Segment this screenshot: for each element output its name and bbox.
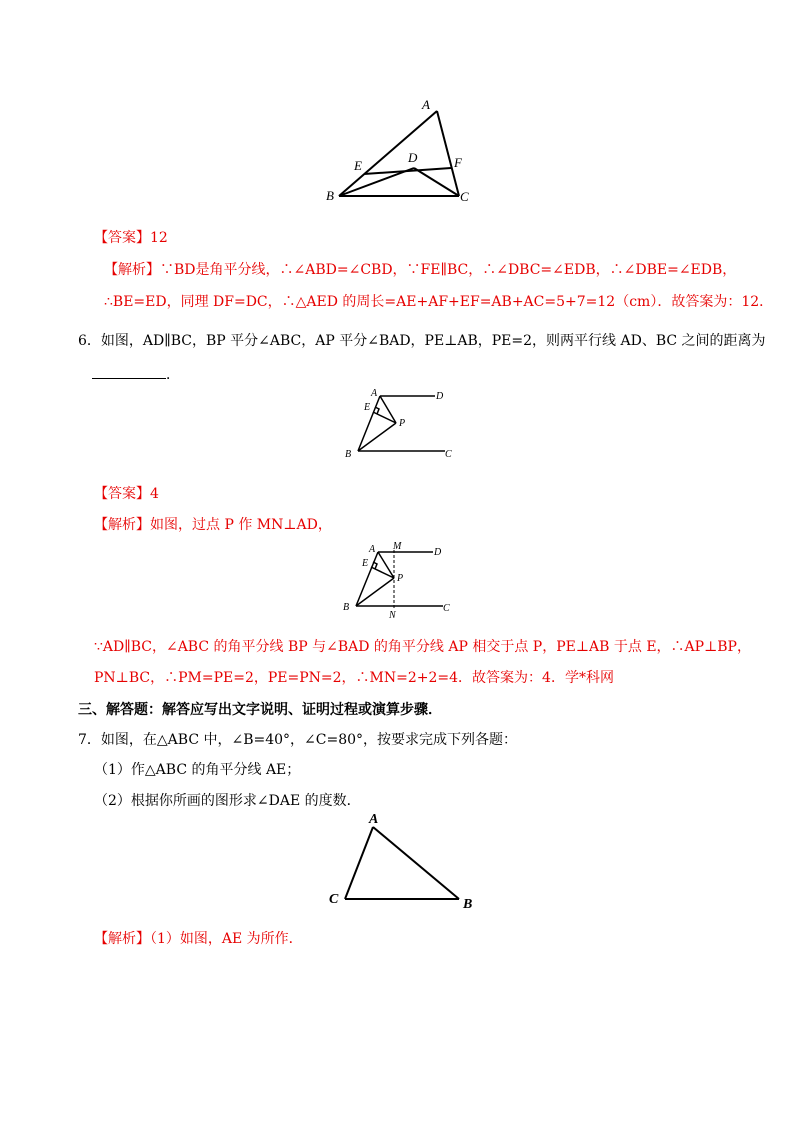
label-d: D	[434, 547, 442, 558]
label-b: B	[463, 897, 473, 912]
label-f: F	[454, 155, 462, 170]
label-b: B	[343, 602, 350, 613]
q7-part2: （2）根据你所画的图形求∠DAE 的度数．	[94, 793, 361, 809]
q7-analysis	[94, 929, 303, 949]
q6-answer	[94, 484, 159, 504]
label-a: A	[369, 544, 376, 555]
label-n: N	[389, 610, 396, 621]
label-c: C	[460, 189, 469, 204]
label-m: M	[393, 541, 402, 552]
line-end: ．	[166, 367, 180, 383]
label-e: E	[354, 158, 362, 173]
label-e: E	[362, 558, 369, 569]
label-p: P	[397, 573, 404, 584]
figure-triangle-aed	[320, 96, 480, 208]
answer-tag: 【答案】	[94, 230, 150, 246]
label-c: C	[443, 603, 450, 614]
label-b: B	[326, 188, 334, 203]
q7-part1: （1）作△ABC 的角平分线 AE；	[94, 762, 301, 778]
analysis-tag: 【解析】	[104, 262, 160, 278]
analysis-tag: 【解析】	[94, 517, 150, 533]
q6-analysis-intro	[94, 515, 332, 535]
q6-question-line1: 6．如图，AD∥BC，BP 平分∠ABC，AP 平分∠BAD，PE⊥AB，PE=2，则两平行线 AD、BC 之间的距离为	[78, 333, 766, 349]
answer-value: 4	[150, 486, 159, 502]
label-c: C	[445, 449, 452, 460]
q5-analysis-line2: ∴BE=ED，同理 DF=DC，∴△AED 的周长=AE+AF+EF=AB+AC=5+7=12（cm）．故答案为：12．	[104, 294, 774, 310]
answer-value: 12	[150, 230, 168, 246]
analysis-tag: 【解析】	[94, 931, 150, 947]
answer-tag: 【答案】	[94, 486, 150, 502]
label-p: P	[399, 418, 406, 429]
q5-analysis-line1	[104, 260, 736, 280]
figure-parallel-lines-mn	[338, 540, 468, 620]
label-a: A	[369, 812, 379, 827]
q5-answer	[94, 228, 168, 248]
analysis-text: 如图，过点 P 作 MN⊥AD，	[150, 517, 332, 533]
q6-analysis-line2: PN⊥BC，∴PM=PE=2，PE=PN=2，∴MN=2+2=4．故答案为：4．学*科网	[94, 670, 614, 686]
q6-question-line2	[92, 364, 180, 385]
label-d: D	[408, 150, 418, 165]
label-c: C	[329, 892, 339, 907]
label-e: E	[364, 402, 371, 413]
label-d: D	[436, 391, 444, 402]
section-heading: 三、解答题：解答应写出文字说明、证明过程或演算步骤．	[78, 702, 442, 718]
label-a: A	[422, 97, 430, 112]
figure-parallel-lines	[340, 385, 470, 460]
analysis-text: （1）如图，AE 为所作．	[150, 931, 303, 947]
analysis-text: ∵BD是角平分线，∴∠ABD=∠CBD，∵FE∥BC，∴∠DBC=∠EDB，∴∠DBE=∠EDB，	[160, 262, 737, 278]
label-b: B	[345, 449, 352, 460]
label-a: A	[371, 388, 378, 399]
q6-analysis-line1: ∵AD∥BC，∠ABC 的角平分线 BP 与∠BAD 的角平分线 AP 相交于点 P，PE⊥AB 于点 E，∴AP⊥BP，	[94, 639, 751, 655]
q7-question-line1: 7．如图，在△ABC 中，∠B=40°，∠C=80°，按要求完成下列各题：	[78, 732, 518, 748]
figure-triangle-abc	[325, 810, 485, 915]
answer-blank	[92, 364, 166, 379]
